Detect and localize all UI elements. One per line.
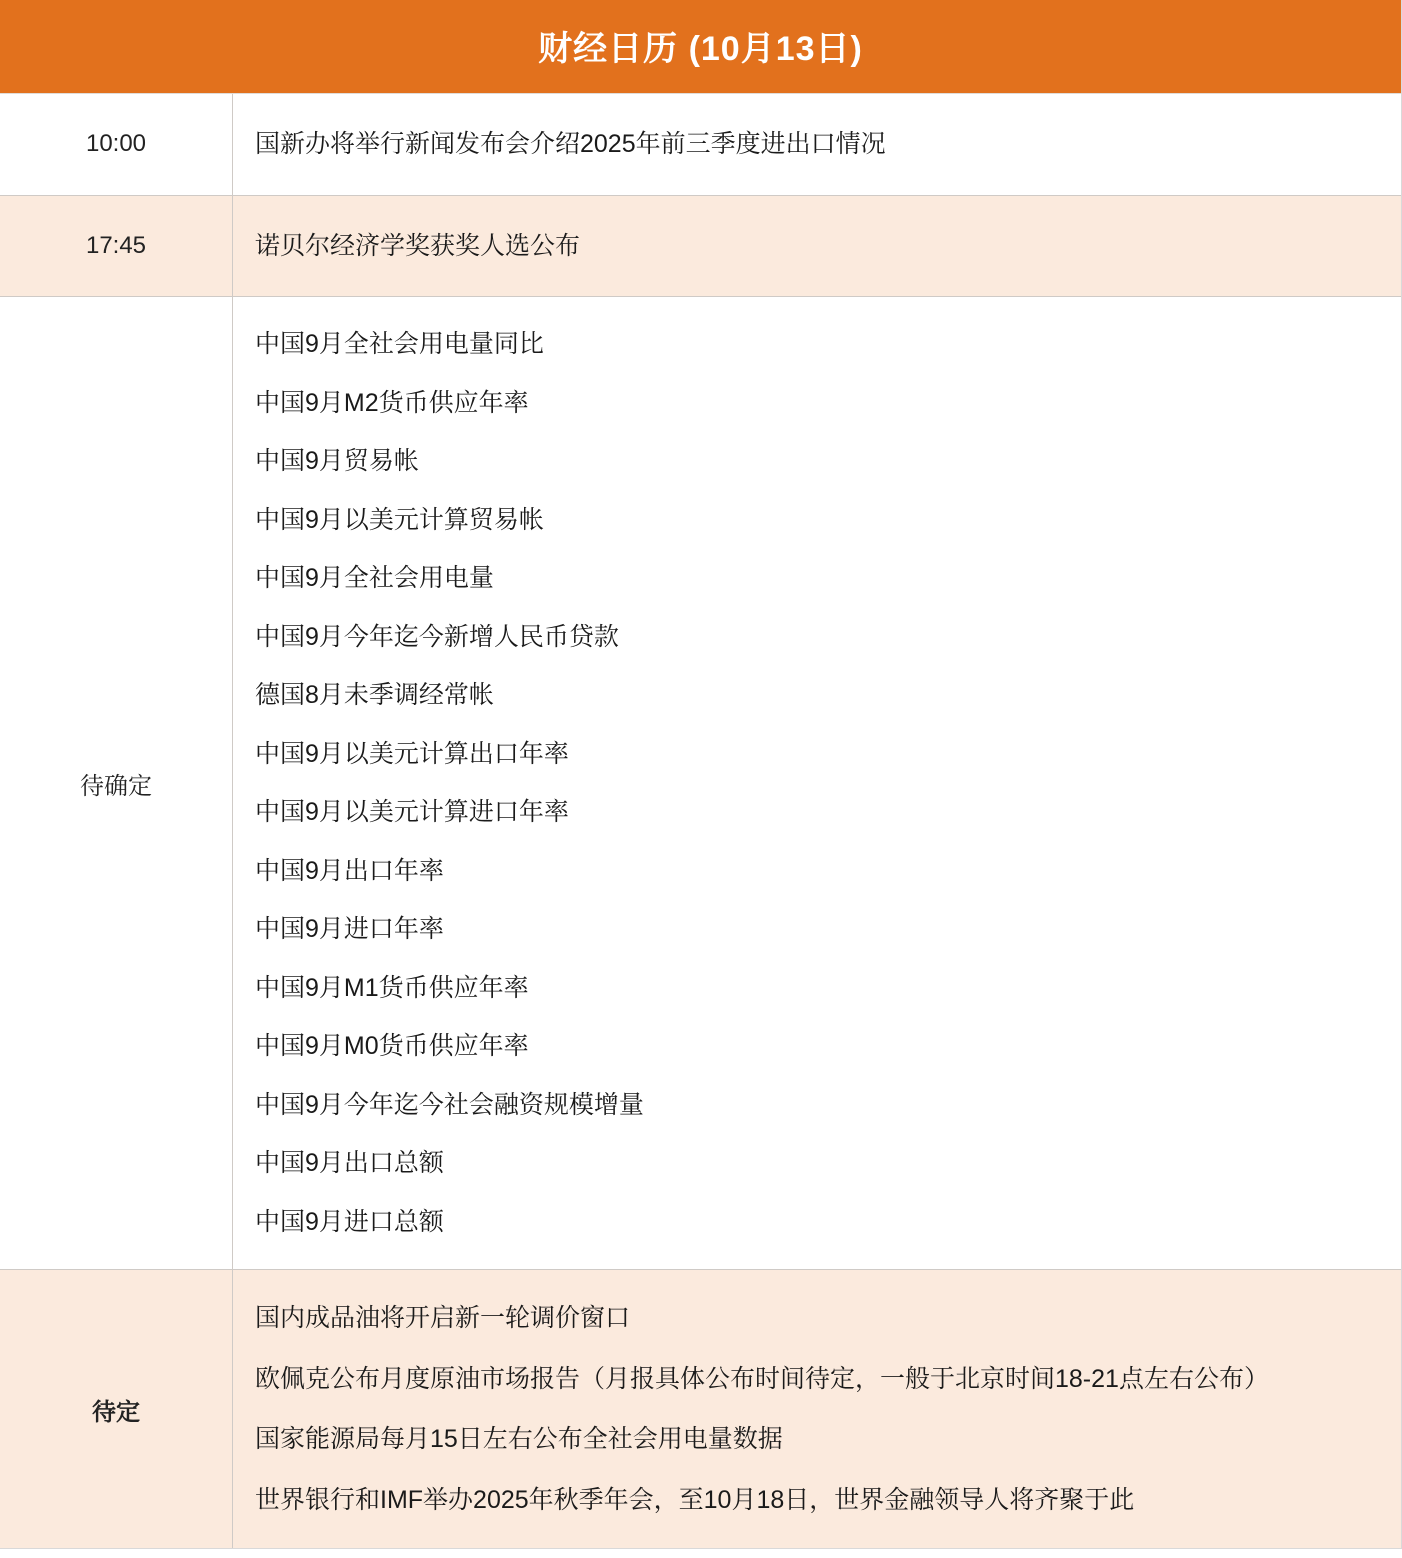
event-item: 诺贝尔经济学奖获奖人选公布 (255, 231, 581, 260)
table-row (0, 296, 1401, 1269)
table-row (0, 195, 1401, 297)
event-item: 中国9月贸易帐 (255, 447, 419, 475)
event-item: 中国9月以美元计算进口年率 (255, 798, 569, 826)
row-events (233, 196, 1401, 297)
row-events (233, 94, 1401, 195)
event-item: 中国9月今年迄今社会融资规模增量 (255, 1090, 644, 1119)
event-item: 德国8月未季调经常帐 (255, 681, 494, 709)
event-item: 中国9月出口总额 (255, 1149, 444, 1177)
row-time-label: 待定 (0, 1270, 233, 1548)
event-item: 国新办将举行新闻发布会介绍2025年前三季度进出口情况 (255, 130, 886, 158)
event-item: 世界银行和IMF举办2025年秋季年会，至10月18日，世界金融领导人将齐聚于此 (255, 1485, 1135, 1514)
table-row (0, 93, 1401, 195)
event-item: 国内成品油将开启新一轮调价窗口 (255, 1304, 631, 1332)
event-item: 中国9月进口年率 (255, 915, 444, 943)
event-item: 中国9月进口总额 (255, 1207, 444, 1236)
event-item: 中国9月今年迄今新增人民币贷款 (255, 622, 619, 651)
event-item: 中国9月以美元计算出口年率 (255, 739, 569, 768)
row-time-label: 10:00 (0, 94, 233, 195)
row-time-label: 17:45 (0, 196, 233, 297)
row-events (233, 1270, 1401, 1548)
event-item: 中国9月全社会用电量同比 (255, 330, 544, 358)
table-row (0, 1269, 1401, 1548)
event-item: 中国9月以美元计算贸易帐 (255, 505, 544, 534)
row-time-label: 待确定 (0, 297, 233, 1269)
row-events (233, 297, 1401, 1269)
event-item: 中国9月M0货币供应年率 (255, 1032, 529, 1060)
event-item: 中国9月出口年率 (255, 856, 444, 885)
event-item: 欧佩克公布月度原油市场报告（月报具体公布时间待定，一般于北京时间18-21点左右公布） (255, 1364, 1269, 1393)
event-item: 中国9月M2货币供应年率 (255, 388, 529, 417)
event-item: 中国9月M1货币供应年率 (255, 973, 529, 1002)
event-item: 国家能源局每月15日左右公布全社会用电量数据 (255, 1425, 783, 1453)
calendar-title: 财经日历 (10月13日) (0, 0, 1401, 93)
event-item: 中国9月全社会用电量 (255, 564, 494, 592)
